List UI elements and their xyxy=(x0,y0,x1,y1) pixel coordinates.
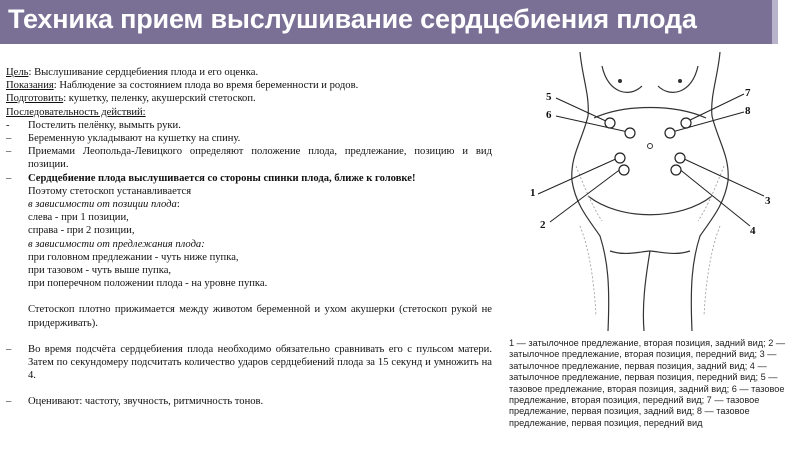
step-marker: – xyxy=(6,172,12,184)
point-8 xyxy=(665,128,675,138)
step-marker: - xyxy=(6,119,10,131)
indication-line xyxy=(6,79,492,92)
shading-right xyxy=(698,166,724,316)
by-position-text: в зависимости от позиции плода xyxy=(28,199,177,211)
indication-label: Показания xyxy=(6,80,54,92)
page-title: Техника прием выслушивание сердцебиения плода xyxy=(8,4,697,34)
stethoscope-paragraph: Стетоскоп плотно прижимается между животом беременной и ухом акушерки (стетоскоп рукой не придерживать). xyxy=(28,304,492,329)
torso-outline-right xyxy=(691,52,728,331)
step-marker: – xyxy=(6,133,12,145)
step-item xyxy=(6,132,492,145)
goal-text: : Выслушивание сердцебиения плода и его оценка. xyxy=(28,67,259,78)
left-line: слева - при 1 позиции, xyxy=(28,212,129,224)
auscultation-diagram xyxy=(510,46,790,336)
assess-text: Оценивают: частоту, звучность, ритмичность тонов. xyxy=(28,396,264,408)
sequence-heading: Последовательность действий: xyxy=(6,106,146,118)
groin-right xyxy=(650,251,690,253)
count-marker: – xyxy=(6,343,12,355)
prep-line xyxy=(6,92,492,105)
line-6 xyxy=(556,116,628,132)
figure-label-4: 4 xyxy=(750,225,756,237)
point-4 xyxy=(671,165,681,175)
figure-label-6: 6 xyxy=(546,109,552,121)
assess-marker: – xyxy=(6,396,12,408)
indication-text: : Наблюдение за состоянием плода во время беременности и родов. xyxy=(53,80,359,92)
goal-line xyxy=(6,66,492,79)
line-1 xyxy=(538,158,618,194)
breast-left xyxy=(602,66,642,92)
pelvic-line: при тазовом - чуть выше пупка, xyxy=(28,265,172,277)
line-2 xyxy=(550,168,622,222)
point-1 xyxy=(615,153,625,163)
nipple-right xyxy=(678,79,682,83)
step-item xyxy=(6,145,492,171)
by-position-line: в зависимости от позиции плода: xyxy=(28,199,180,211)
shading-left xyxy=(576,166,602,316)
line-3 xyxy=(682,158,764,196)
step-text: Приемами Леопольда-Левицкого определяют положение плода, предлежание, позицию и вид позиции. xyxy=(28,146,492,171)
count-item xyxy=(6,343,492,383)
abdomen-upper-contour xyxy=(594,108,706,119)
step-text: Беременную укладывают на кушетку на спину. xyxy=(28,133,241,145)
step-text: Постелить пелёнку, вымыть руки. xyxy=(28,119,181,131)
by-presentation-line: в зависимости от предлежания плода: xyxy=(28,238,205,250)
instruction-text xyxy=(6,66,492,409)
figure-label-2: 2 xyxy=(540,219,546,231)
step-item xyxy=(6,119,492,132)
transverse-line: при поперечном положении плода - на уровне пупка. xyxy=(28,278,268,290)
line-5 xyxy=(556,98,608,122)
figure-label-3: 3 xyxy=(765,195,771,207)
title-accent xyxy=(772,0,778,44)
therefore-line: Поэтому стетоскоп устанавливается xyxy=(28,185,192,197)
nipple-left xyxy=(618,79,622,83)
goal-label: Цель xyxy=(6,67,29,78)
figure-label-7: 7 xyxy=(745,87,751,99)
count-text: Во время подсчёта сердцебиения плода необходимо обязательно сравнивать его с пульсом матери. Затем по секундомеру подсчитать количество ударов сердцебиений плода за 15 секунд и умножить на 4. xyxy=(28,343,492,382)
figure-label-8: 8 xyxy=(745,105,751,117)
right-line: справа - при 2 позиции, xyxy=(28,225,135,237)
point-7 xyxy=(681,118,691,128)
thigh-divider xyxy=(643,251,650,331)
line-7 xyxy=(686,94,744,122)
step-text: Сердцебиение плода выслушивается со стороны спинки плода, ближе к головке! xyxy=(28,172,416,184)
step-marker: – xyxy=(6,146,12,158)
prep-label: Подготовить xyxy=(6,93,64,105)
figure-caption: 1 — затылочное предлежание, вторая позиция, задний вид; 2 — затылочное предлежание, вторая позиция, передний вид; 3 — затылочное предлежание, первая позиция, задний вид; 4 — затылочное предлежание, первая позиция, передний вид; 5 — тазовое предлежание, вторая позиция, задний вид; 6 — тазовое предлежание, вторая позиция, передний вид; 7 — тазовое предлежание, первая позиция, задний вид; 8 — тазовое предлежание, первая позиция, передний вид xyxy=(509,338,786,428)
point-3 xyxy=(675,153,685,163)
point-5 xyxy=(605,118,615,128)
step-item xyxy=(6,172,492,185)
title-bar xyxy=(0,0,772,44)
umbilicus xyxy=(648,144,653,149)
point-2 xyxy=(619,165,629,175)
assess-item xyxy=(6,395,492,408)
groin-left xyxy=(610,251,650,253)
abdomen-lower-contour xyxy=(588,196,712,215)
head-line: при головном предлежании - чуть ниже пупка, xyxy=(28,251,239,263)
point-6 xyxy=(625,128,635,138)
figure-label-5: 5 xyxy=(546,91,552,103)
prep-text: : кушетку, пеленку, акушерский стетоскоп. xyxy=(63,93,256,105)
breast-right xyxy=(658,66,698,92)
line-4 xyxy=(678,168,750,226)
figure-label-1: 1 xyxy=(530,187,536,199)
